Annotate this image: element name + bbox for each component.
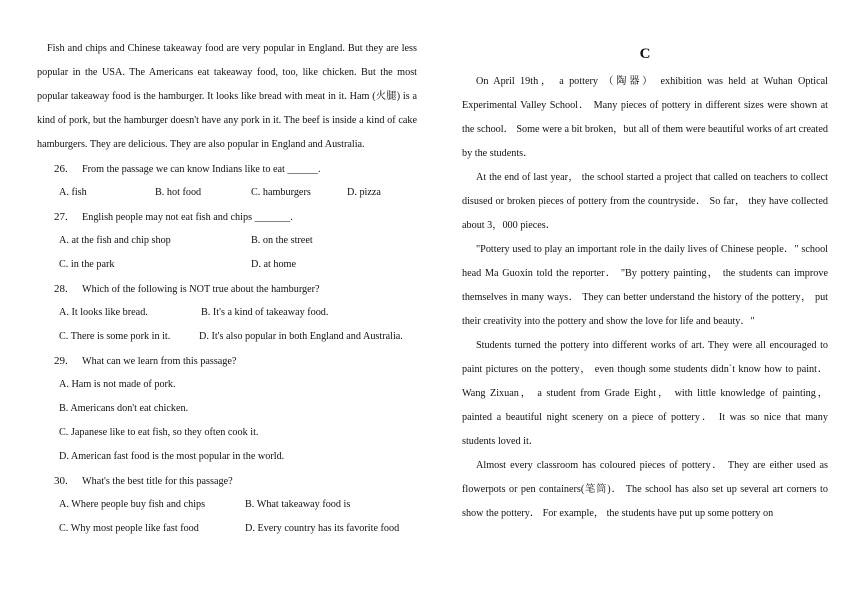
- question-block-26: [37, 157, 417, 205]
- passage-text: Fish and chips and Chinese takeaway food are very popular in England. But they are less popular in the USA. The Americans eat takeaway food, too, like chicken. But the most popular takeaway food is the hamburger. It looks like bread with meat in it. Ham (火腿) is a kind of pork, but the hamburger doesn't have any pork in it. The beef is inside a kind of cake hamburgers. They are delicious. They are also popular in England and Australia.: [37, 43, 417, 150]
- options-row: [37, 517, 417, 541]
- option-b: B. It's a kind of takeaway food.: [201, 307, 329, 318]
- right-column: [462, 0, 828, 526]
- option-a: A. It looks like bread.: [59, 307, 148, 318]
- option-a: A. at the fish and chip shop: [59, 235, 171, 246]
- paragraph-1: On April 19th， a pottery （陶器） exhibition was held at Wuhan Optical Experimental Valley School． Many pieces of pottery in different sizes were shown at the school． Some were a bit broken，but all of them were beautiful works of art created by the students．: [462, 76, 828, 159]
- option-c: C. hamburgers: [251, 187, 311, 198]
- question-block-29: [37, 349, 417, 469]
- option-b: B. hot food: [155, 187, 202, 198]
- options-row: [37, 397, 417, 421]
- paragraph-2: At the end of last year， the school started a project that called on teachers to collect disused or broken pieces of pottery from the countryside． So far， they have collected about 3，000 pieces．: [462, 172, 828, 231]
- options-row: [37, 421, 417, 445]
- option-b: B. What takeaway food is: [245, 499, 351, 510]
- option-a: A. fish: [59, 187, 87, 198]
- options-row: [37, 373, 417, 397]
- options-row: [37, 493, 417, 517]
- option-c: C. There is some pork in it.: [59, 331, 171, 342]
- paragraph-4: Students turned the pottery into different works of art. They were all encouraged to paint pictures on the pottery， even though some students didn`t know how to paint． Wang Zixuan， a student from Grade Eight， with little knowledge of painting， painted a beautiful night scenery on a piece of pottery． It was so nice that many students loved it．: [462, 340, 828, 447]
- options-row: [37, 445, 417, 469]
- left-column: [37, 0, 417, 541]
- question-block-30: [37, 469, 417, 541]
- option-d: D. at home: [251, 259, 296, 270]
- options-row: [37, 325, 417, 349]
- paragraph-3: "Pottery used to play an important role in the daily lives of Chinese people．" school head Ma Guoxin told the reporter． "By pottery painting， the students can improve themselves in many ways． They can better understand the history of the pottery， put their creativity into the pottery and show the love for life and beauty．": [462, 244, 828, 327]
- question-block-28: [37, 277, 417, 349]
- option-b: B. on the street: [251, 235, 313, 246]
- option-a: A. Where people buy fish and chips: [59, 499, 206, 510]
- option-c: C. Why most people like fast food: [59, 523, 199, 534]
- option-b: B. Americans don't eat chicken.: [59, 403, 189, 414]
- options-row: [37, 253, 417, 277]
- option-d: D. pizza: [347, 187, 381, 198]
- options-row: [37, 229, 417, 253]
- option-d: D. Every country has its favorite food: [245, 523, 400, 534]
- option-a: A. Ham is not made of pork.: [59, 379, 176, 390]
- option-c: C. Japanese like to eat fish, so they often cook it.: [59, 427, 259, 438]
- paragraph-5: Almost every classroom has coloured pieces of pottery． They are either used as flowerpots or pen containers(笔筒)． The school has also set up several art corners to show the pottery． For example， the students have put up some pottery on: [462, 460, 828, 519]
- option-d: D. American fast food is the most popular in the world.: [59, 451, 285, 462]
- option-d: D. It's also popular in both England and Australia.: [199, 331, 403, 342]
- question-26: 26. From the passage we can know Indians like to eat ______.: [54, 163, 321, 175]
- options-row: [37, 181, 417, 205]
- question-29: 29. What can we learn from this passage?: [54, 355, 237, 367]
- question-block-27: [37, 205, 417, 277]
- question-27: 27. English people may not eat fish and chips _______.: [54, 211, 293, 223]
- section-heading: C: [639, 46, 651, 62]
- question-30: 30. What's the best title for this passage?: [54, 475, 233, 487]
- option-c: C. in the park: [59, 259, 115, 270]
- question-28: 28. Which of the following is NOT true about the hamburger?: [54, 283, 320, 295]
- options-row: [37, 301, 417, 325]
